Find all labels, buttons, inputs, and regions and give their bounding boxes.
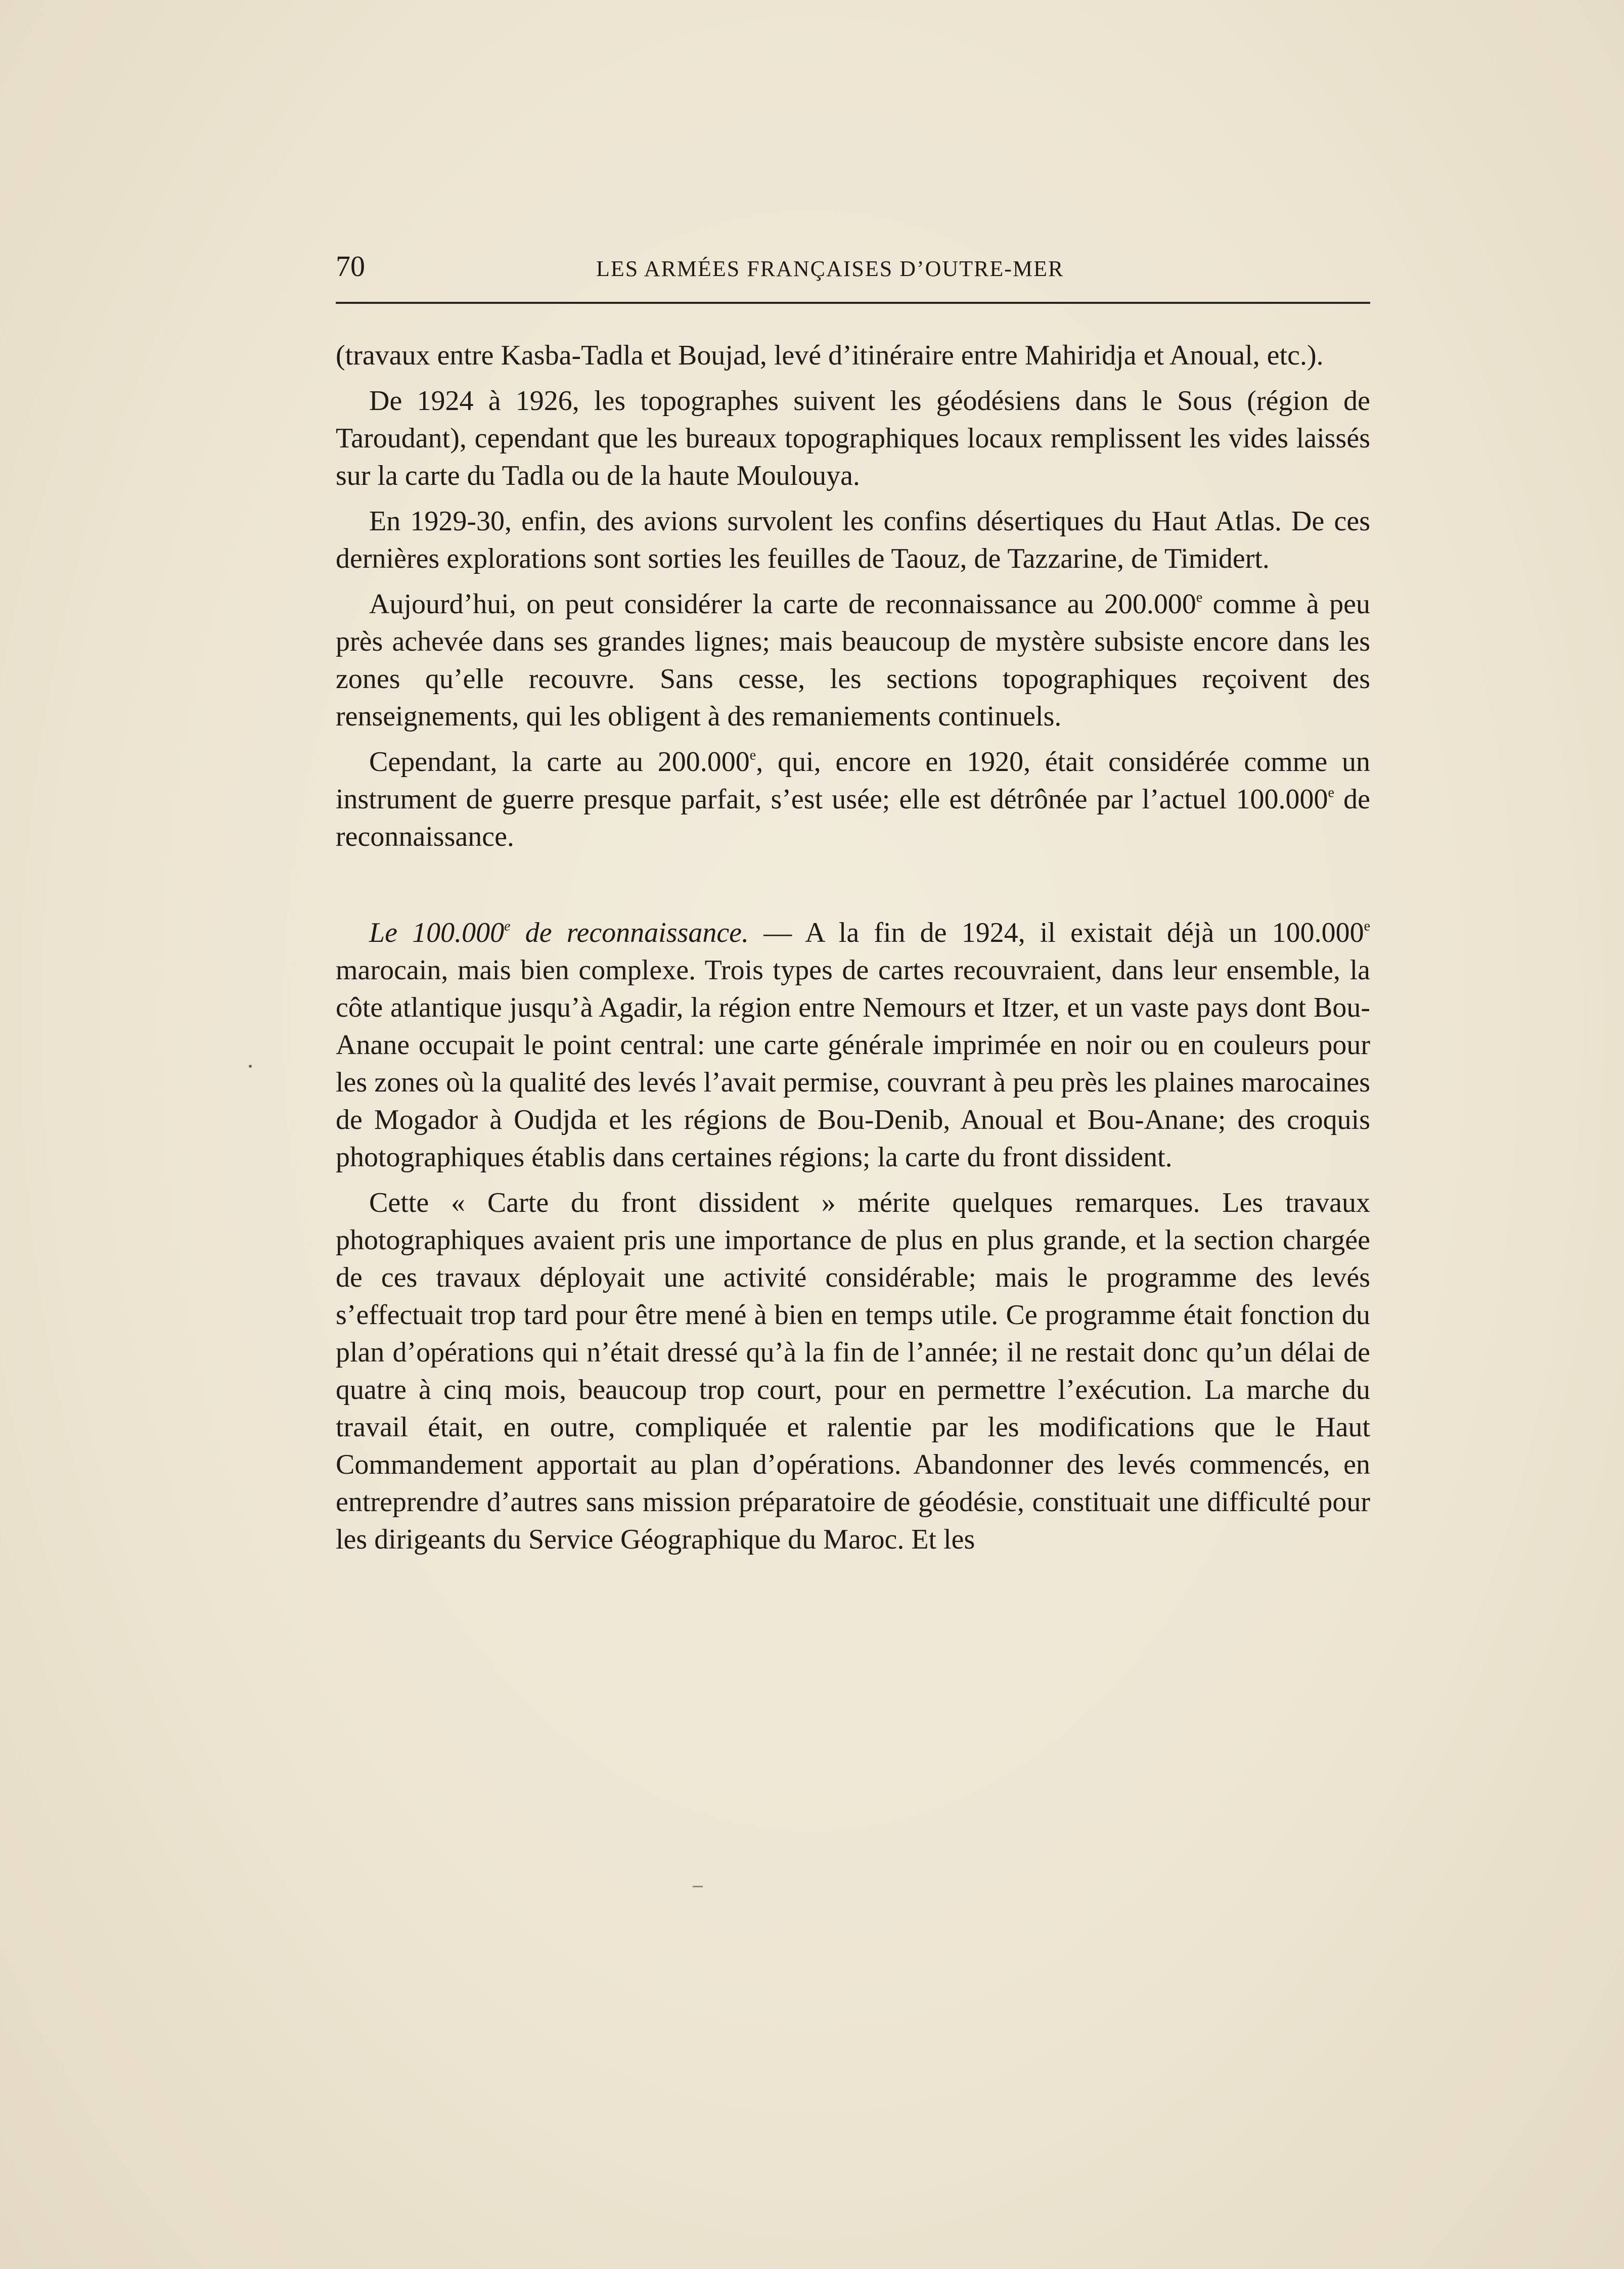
paragraph-4-text-a: Aujourd’hui, on peut considérer la carte de reconnaissance au 200.000 [369, 588, 1196, 620]
ordinal-superscript: e [504, 918, 511, 934]
ordinal-superscript: e [1328, 785, 1334, 801]
paragraph-6-text-b: marocain, mais bien complexe. Trois types de cartes recouvraient, dans leur ensemble, la côte atlantique jusqu’à Agadir, la région entre Nemours et Itzer, et un vaste pays dont Bou-Anane occupait le point central: une carte générale imprimée en noir ou en couleurs pour les zones où la qualité des levés l’avait permise, couvrant à peu près les plaines marocaines de Mogador à Oudjda et les régions de Bou-Denib, Anoual et Bou-Anane; des croquis photographiques établis dans certaines régions; la carte du front dissident. [336, 955, 1370, 1173]
body-text [336, 337, 1370, 1566]
section-heading-text-a: Le 100.000 [369, 917, 505, 948]
footer-mark [693, 1886, 703, 1887]
page-header [336, 249, 1370, 284]
ordinal-superscript: e [1364, 918, 1371, 934]
paragraph-5 [336, 743, 1370, 855]
paragraph-7: Cette « Carte du front dissident » mérite quelques remarques. Les travaux photographiques avaient pris une importance de plus en plus grande, et la section chargée de ces travaux déployait une activité considérable; mais le programme des levés s’effectuait trop tard pour être mené à bien en temps utile. Ce programme était fonction du plan d’opérations qui n’était dressé qu’à la fin de l’année; il ne restait donc qu’un délai de quatre à cinq mois, beaucoup trop court, pour en permettre l’exécution. La marche du travail était, en outre, compliquée et ralentie par les modifications que le Haut Commandement apportait au plan d’opérations. Abandonner des levés commencés, en entreprendre d’autres sans mission préparatoire de géodésie, constituait une difficulté pour les dirigeants du Service Géographique du Maroc. Et les [336, 1187, 1370, 1555]
header-rule [336, 302, 1370, 304]
paragraph-4-text-b: comme à peu près achevée dans ses grandes lignes; mais beaucoup de mystère subsiste encore dans les zones qu’elle recouvre. Sans cesse, les sections topographiques reçoivent des renseignements, qui les obligent à des remaniements continuels. [336, 588, 1370, 732]
paragraph-5-text-b: , qui, encore en 1920, était considérée comme un instrument de guerre presque parfait, s’est usée; elle est détrônée par l’actuel 100.000 [336, 746, 1370, 815]
ordinal-superscript: e [749, 747, 756, 763]
paragraph-1: (travaux entre Kasba-Tadla et Boujad, levé d’itinéraire entre Mahiridja et Anoual, etc.). [336, 340, 1324, 371]
page-number: 70 [336, 250, 365, 283]
paragraph-6-text-a: — A la fin de 1924, il existait déjà un 100.000 [749, 917, 1364, 948]
paragraph-6 [336, 914, 1370, 1176]
section-heading-text-b: de reconnaissance. [510, 917, 749, 948]
section-heading [369, 917, 749, 948]
paragraph-5-text-c: de reconnaissance. [336, 784, 1371, 852]
paragraph-3: En 1929-30, enfin, des avions survolent les confins désertiques du Haut Atlas. De ces dernières explorations sont sorties les feuilles de Taouz, de Tazzarine, de Timidert. [336, 506, 1370, 574]
margin-mark [249, 1065, 252, 1068]
paragraph-4 [336, 585, 1370, 735]
paragraph-2: De 1924 à 1926, les topographes suivent les géodésiens dans le Sous (région de Taroudant), cependant que les bureaux topographiques locaux remplissent les vides laissés sur la carte du Tadla ou de la haute Moulouya. [336, 385, 1370, 491]
running-title: LES ARMÉES FRANÇAISES D’OUTRE-MER [596, 256, 1064, 281]
ordinal-superscript: e [1196, 589, 1203, 606]
paragraph-5-text-a: Cependant, la carte au 200.000 [369, 746, 750, 778]
